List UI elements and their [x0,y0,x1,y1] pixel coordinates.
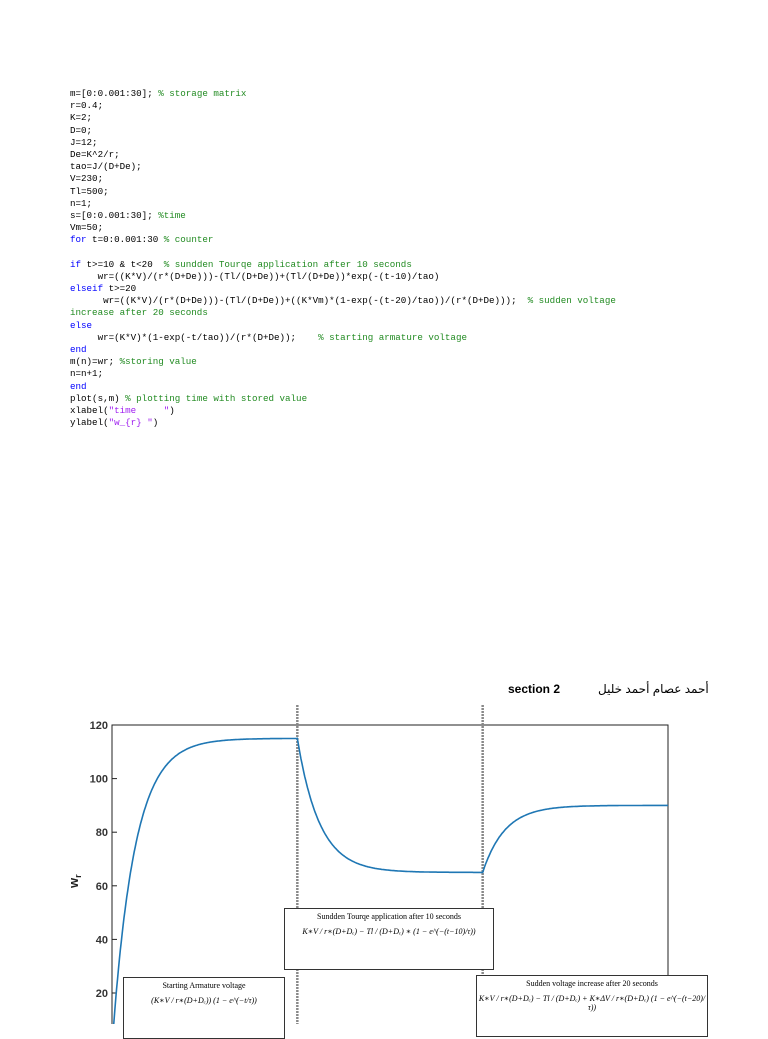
code-line [70,246,750,258]
code-token: end [70,380,87,392]
code-token: %storing value [119,356,197,368]
code-line [70,368,750,380]
code-token: % sudden voltage [527,295,616,307]
annotation-starting-title: Starting Armature voltage [162,981,246,990]
y-tick-label: 20 [95,988,108,1000]
code-line [70,125,750,137]
y-tick-label: 100 [89,773,108,786]
code-line [70,137,750,149]
code-line [70,344,750,356]
y-tick-label: 80 [95,827,108,840]
annotation-voltage-title: Sudden voltage increase after 20 seconds [526,979,658,988]
matlab-code-listing [70,88,750,429]
code-line [70,112,750,124]
code-token: "time " [108,404,170,416]
code-line [70,222,750,234]
code-token: % starting armature voltage [318,331,467,343]
code-token: wr=((K*V)/(r*(D+De)))-(Tl/(D+De))+((K*Vm)*(1-exp(-(t-20)/tao))/(r*(D+De))); [70,295,528,307]
code-token: Tl=500; [70,185,109,197]
code-token: end [70,343,87,355]
code-line [70,259,750,271]
code-token: K=2; [70,112,93,124]
code-token: r=0.4; [70,100,104,112]
code-token: m=[0:0.001:30]; [70,88,159,99]
annotation-torque-title: Sundden Tourqe application after 10 seconds [317,912,461,921]
code-line [70,198,750,210]
code-line [70,332,750,344]
code-line [70,405,750,417]
y-tick-label: 40 [95,934,108,947]
code-token: % sundden Tourqe application after 10 seconds [163,258,412,270]
code-token: m(n)=wr; [70,356,120,368]
code-token: "w_{r} " [108,417,153,429]
code-token: tao=J/(D+De); [70,161,142,173]
code-token: elseif [70,283,104,294]
code-line [70,149,750,161]
code-token: D=0; [70,124,93,136]
code-line [70,393,750,405]
code-line [70,161,750,173]
annotation-torque-equation: K∗V / r∗(D+Dₑ) − Tl / (D+Dₑ) ∗ (1 − e^(−(t−10)/τ)) [302,927,476,936]
code-token: for [70,234,87,246]
code-line [70,320,750,332]
y-tick-label: 120 [89,720,108,732]
code-line [70,283,750,295]
code-line [70,381,750,393]
annotation-torque [284,908,494,970]
code-token: n=1; [70,197,93,209]
code-token: ) [152,417,159,429]
annotation-starting [123,977,285,1039]
code-token: xlabel( [70,404,109,416]
code-line [70,210,750,222]
code-line [70,417,750,429]
code-token: De=K^2/r; [70,148,120,160]
code-token: wr=(K*V)*(1-exp(-t/tao))/(r*(D+De)); [70,331,319,343]
code-token: J=12; [70,136,98,148]
code-line [70,173,750,185]
code-line [70,307,750,319]
code-token: % counter [163,234,214,246]
code-token: s=[0:0.001:30]; [70,209,159,221]
code-token: t>=10 & t<20 [81,258,164,270]
annotation-voltage [476,975,708,1037]
code-line [70,295,750,307]
code-token: ) [169,404,175,416]
annotation-voltage-equation: K∗V / r∗(D+Dₑ) − Tl / (D+Dₑ) + K∗ΔV / r∗(D+Dₑ) (1 − e^(−(t−20)/τ)) [478,994,706,1012]
code-token: else [70,319,93,331]
code-line [70,186,750,198]
section-label: section 2 [508,682,561,696]
code-token: increase after 20 seconds [70,307,208,319]
code-token: %time [158,209,186,221]
code-token: ylabel( [70,417,109,429]
code-token: wr=((K*V)/(r*(D+De)))-(Tl/(D+De))+(Tl/(D+De))*exp(-(t-10)/tao) [70,270,440,282]
code-token: n=n+1; [70,368,104,380]
code-token: if [70,258,82,270]
code-line [70,234,750,246]
code-token: Vm=50; [70,222,104,234]
code-token: t=0:0.001:30 [86,234,164,246]
code-token: % plotting time with stored value [125,392,308,404]
y-tick-label: 60 [95,880,108,893]
code-token: t>=20 [103,283,137,294]
code-token: plot(s,m) [70,392,126,404]
code-token: V=230; [70,173,104,185]
code-token: % storage matrix [158,88,247,99]
author-name: أحمد عصام أحمد خليل [598,682,709,696]
y-axis-label: $w_r$ [66,874,83,888]
code-line [70,100,750,112]
code-line [70,88,750,100]
annotation-starting-equation: (K∗V / r∗(D+Dₑ)) (1 − e^(−t/τ)) [151,996,257,1005]
code-line [70,356,750,368]
code-line [70,271,750,283]
